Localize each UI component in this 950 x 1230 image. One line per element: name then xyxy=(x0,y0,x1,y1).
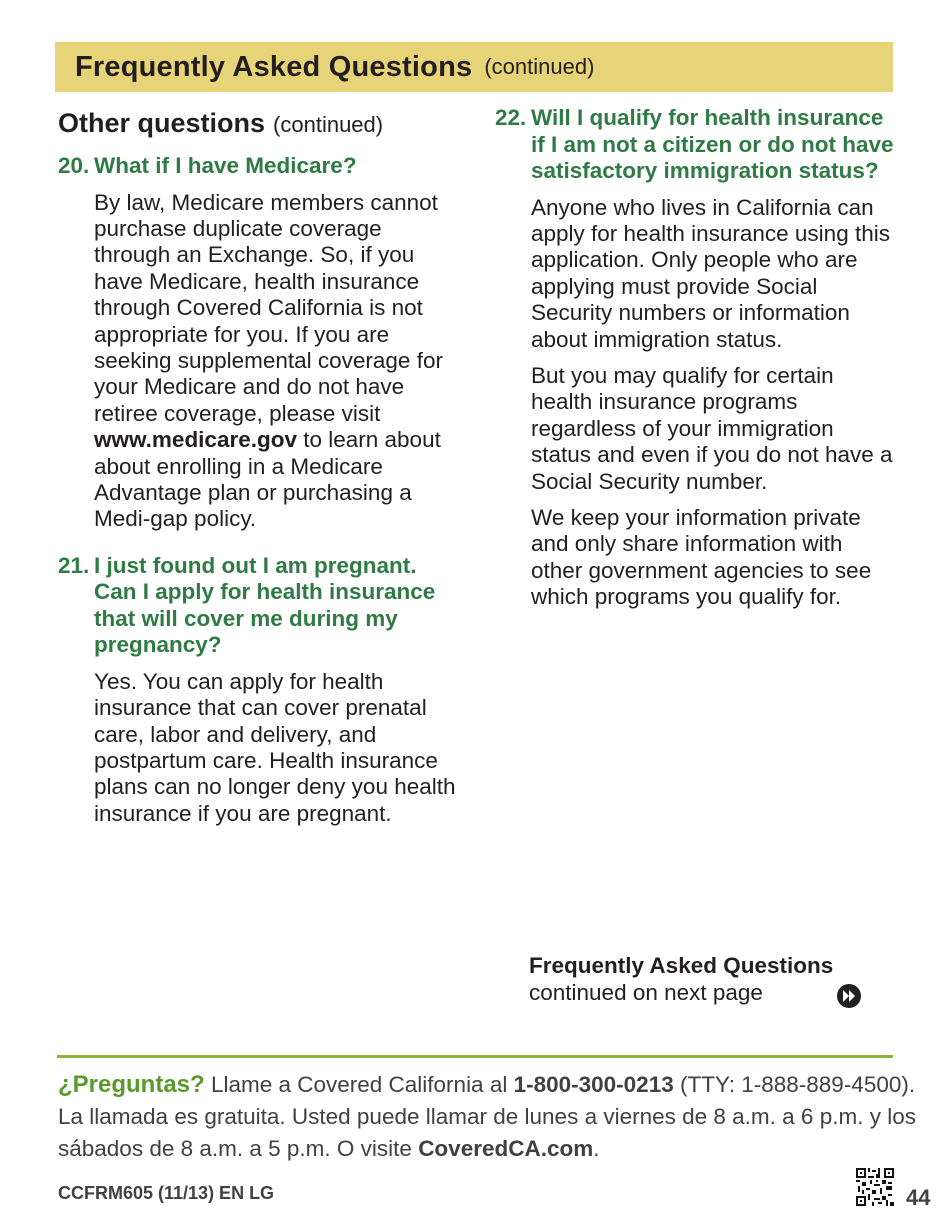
header-title: Frequently Asked Questions xyxy=(75,50,473,83)
header-subtitle: (continued) xyxy=(484,54,595,79)
right-column xyxy=(495,105,895,611)
page-header xyxy=(55,42,893,92)
answer-21: Yes. You can apply for health insurance that can cover prenatal care, labor and delivery, and postpartum care. Health insurance plans can no longer deny you health insurance if you are pregnant. xyxy=(94,668,456,826)
answer-22-paragraph: We keep your information private and only share information with other government agencies to see which programs you qualify for. xyxy=(531,504,872,610)
page-number: 44 xyxy=(906,1185,931,1210)
answer-22-paragraph: But you may qualify for certain health insurance programs regardless of your immigration status and even if you do not have a Social Security number. xyxy=(531,362,893,494)
continued-title: Frequently Asked Questions xyxy=(529,953,834,978)
section-title: Other questions (continued) xyxy=(58,108,384,138)
continued-note xyxy=(529,952,889,1006)
form-code: CCFRM605 (11/13) EN LG xyxy=(58,1183,275,1203)
section-subtitle: (continued) xyxy=(273,112,384,137)
footer-phone: 1-800-300-0213 xyxy=(513,1072,674,1097)
qr-code-icon xyxy=(856,1168,894,1206)
left-column xyxy=(58,105,458,827)
footer-site-link[interactable]: CoveredCA.com xyxy=(418,1136,594,1161)
question-21: 21. I just found out I am pregnant. Can I apply for health insurance that will cover me during my pregnancy? xyxy=(58,552,436,658)
footer-divider xyxy=(57,1055,893,1058)
answer-20: By law, Medicare members cannot purchase duplicate coverage through an Exchange. So, if you have Medicare, health insurance through Covered California is not appropriate for you. If you are seeking supplemental coverage for your Medicare and do not have retiree coverage, please visit www.medicare.gov to learn about about enrolling in a Medicare Advantage plan or purchasing a Medi-gap policy. xyxy=(94,189,443,532)
answer-22-paragraph: Anyone who lives in California can apply for health insurance using this application. Only people who are applying must provide Social Security numbers or information about immigration status. xyxy=(531,194,890,352)
answer-22 xyxy=(531,195,895,611)
medicare-link[interactable]: www.medicare.gov xyxy=(94,427,297,453)
question-22: 22. Will I qualify for health insurance if I am not a citizen or do not have satisfactory immigration status? xyxy=(495,105,894,183)
continued-text: continued on next page xyxy=(529,980,763,1005)
footer-help-text: ¿Preguntas? Llame a Covered California al 1-800-300-0213 (TTY: 1-888-889-4500). La llamada es gratuita. Usted puede llamar de lunes a viernes de 8 a.m. a 6 p.m. y los sábados de 8 a.m. a 5 p.m. O visite CoveredCA.com. xyxy=(58,1071,916,1161)
question-20: 20. What if I have Medicare? xyxy=(58,153,357,178)
next-page-icon[interactable] xyxy=(836,983,862,1009)
footer-prefix: ¿Preguntas? xyxy=(58,1071,205,1098)
